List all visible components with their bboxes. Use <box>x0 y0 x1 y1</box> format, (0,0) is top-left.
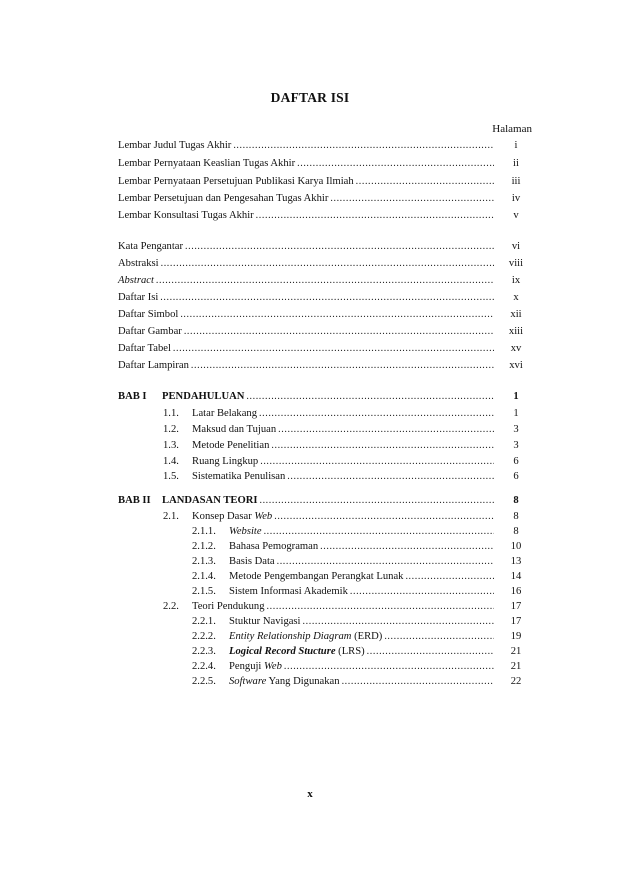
chapter-heading: BAB II LANDASAN TEORI ..... <box>118 493 496 508</box>
toc-page-number: 10 <box>510 541 522 552</box>
toc-entry: Kata Pengantar ..... <box>118 239 496 254</box>
toc-page-number: 17 <box>510 616 522 627</box>
toc-subsection: 2.1.2. Bahasa Pemograman ..... <box>192 539 496 554</box>
toc-subsection: 2.1.1. Website ..... <box>192 524 496 539</box>
toc-entry: Lembar Judul Tugas Akhir ..... <box>118 138 496 153</box>
toc-page-number: 21 <box>510 661 522 672</box>
toc-section: 1.4. Ruang Lingkup ..... <box>163 454 496 469</box>
toc-entry: Lembar Pernyataan Keaslian Tugas Akhir ..... <box>118 156 496 171</box>
toc-page-number: 14 <box>510 571 522 582</box>
toc-entry: Daftar Tabel ..... <box>118 341 496 356</box>
toc-subsection: 2.2.4. Penguji Web ..... <box>192 659 496 674</box>
toc-page-number: 16 <box>510 586 522 597</box>
toc-page-number: xiii <box>508 326 524 337</box>
toc-subsection: 2.1.3. Basis Data ..... <box>192 554 496 569</box>
toc-entry: Daftar Simbol ..... <box>118 307 496 322</box>
toc-page-number: viii <box>508 258 524 269</box>
toc-subsection: 2.2.1. Stuktur Navigasi ..... <box>192 614 496 629</box>
toc-section: 1.3. Metode Penelitian ..... <box>163 438 496 453</box>
toc-entry: Daftar Isi ..... <box>118 290 496 305</box>
toc-page-number: 3 <box>513 424 519 435</box>
toc-page-number: 22 <box>510 676 522 687</box>
toc-page-number: xvi <box>509 360 523 371</box>
toc-page-number: 1 <box>513 408 519 419</box>
toc-page-number: 8 <box>513 511 519 522</box>
toc-page-number: 8 <box>513 495 519 506</box>
toc-subsection: 2.2.3. Logical Record Stucture (LRS) ..... <box>192 644 496 659</box>
toc-section: 1.5. Sistematika Penulisan ..... <box>163 469 496 484</box>
toc-page-number: xii <box>510 309 522 320</box>
toc-section: 1.2. Maksud dan Tujuan ..... <box>163 422 496 437</box>
toc-subsection: 2.1.4. Metode Pengembangan Perangkat Lunak ..... <box>192 569 496 584</box>
toc-page-number: 17 <box>510 601 522 612</box>
toc-page-number: 8 <box>513 526 519 537</box>
toc-subsection: 2.2.5. Software Yang Digunakan ..... <box>192 674 496 689</box>
toc-page-number: 21 <box>510 646 522 657</box>
halaman-header: Halaman <box>492 123 532 135</box>
toc-entry: Daftar Gambar ..... <box>118 324 496 339</box>
toc-entry: Abstract ..... <box>118 273 496 288</box>
toc-page-number: v <box>513 210 519 221</box>
toc-subsection: 2.1.5. Sistem Informasi Akademik ..... <box>192 584 496 599</box>
toc-section: 2.1. Konsep Dasar Web ..... <box>163 509 496 524</box>
toc-page-number: vi <box>511 241 521 252</box>
toc-page-number: ix <box>511 275 521 286</box>
toc-entry: Lembar Konsultasi Tugas Akhir ..... <box>118 208 496 223</box>
page-number-footer: x <box>307 788 313 800</box>
toc-entry: Daftar Lampiran ..... <box>118 358 496 373</box>
toc-entry: Lembar Persetujuan dan Pengesahan Tugas Akhir ..... <box>118 191 496 206</box>
toc-section: 1.1. Latar Belakang ..... <box>163 406 496 421</box>
toc-page-number: iii <box>511 176 521 187</box>
toc-entry: Abstraksi ..... <box>118 256 496 271</box>
toc-page-number: 6 <box>513 456 519 467</box>
toc-page-number: x <box>513 292 519 303</box>
toc-entry: Lembar Pernyataan Persetujuan Publikasi Karya Ilmiah ..... <box>118 174 496 189</box>
toc-page-number: i <box>514 140 518 151</box>
toc-page-number: 13 <box>510 556 522 567</box>
toc-page-number: 3 <box>513 440 519 451</box>
toc-page-number: iv <box>511 193 521 204</box>
toc-page-number: 19 <box>510 631 522 642</box>
toc-page-number: ii <box>513 158 519 169</box>
toc-page-number: 1 <box>513 391 519 402</box>
toc-page-number: xv <box>510 343 522 354</box>
toc-subsection: 2.2.2. Entity Relationship Diagram (ERD) ..... <box>192 629 496 644</box>
page-title: DAFTAR ISI <box>270 90 350 105</box>
chapter-heading: BAB I PENDAHULUAN ..... <box>118 389 496 404</box>
toc-page-number: 6 <box>513 471 519 482</box>
toc-section: 2.2. Teori Pendukung ..... <box>163 599 496 614</box>
